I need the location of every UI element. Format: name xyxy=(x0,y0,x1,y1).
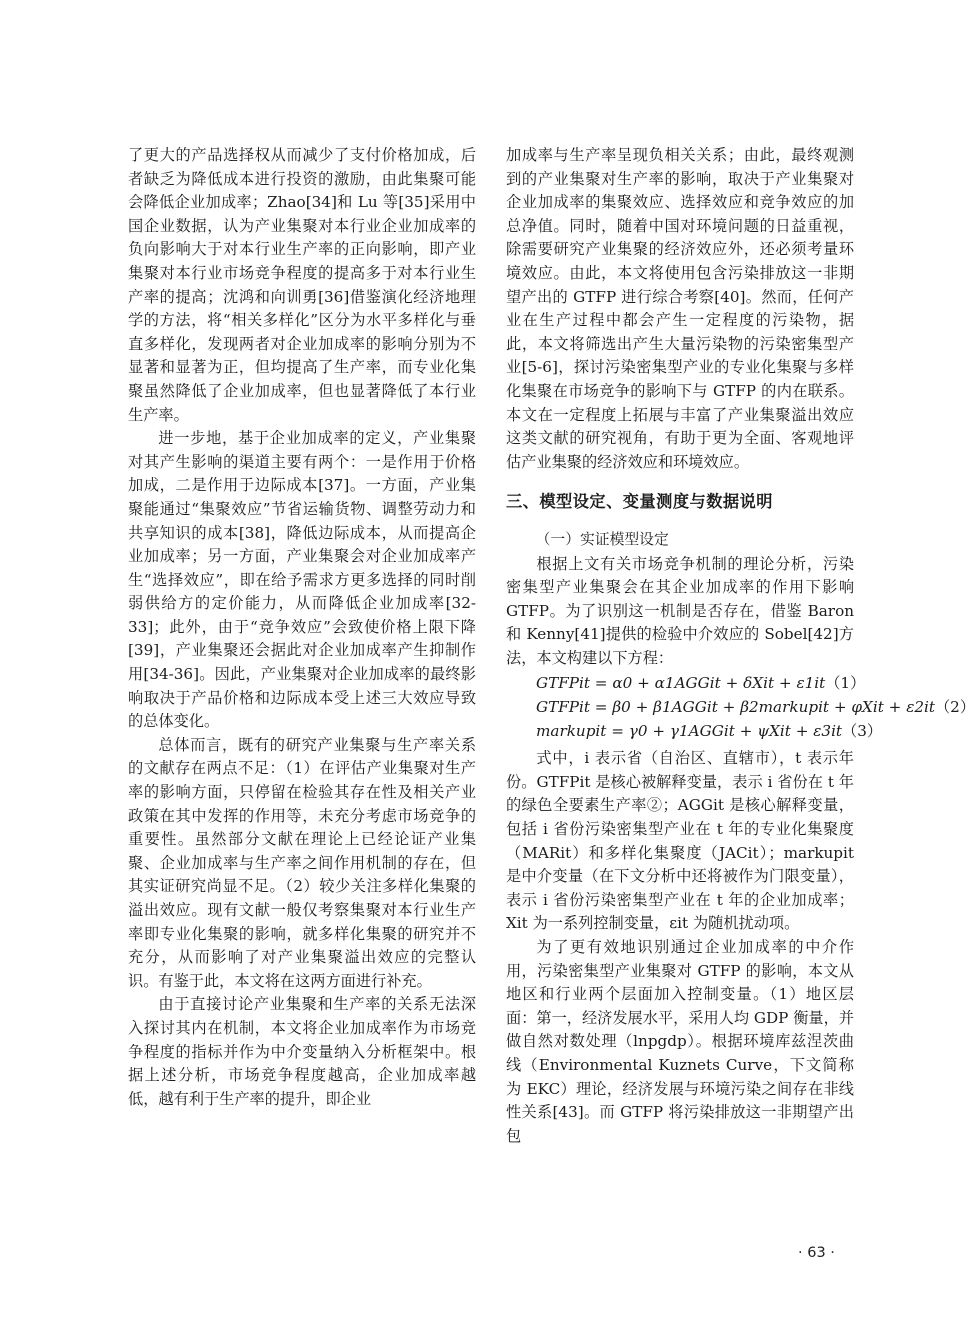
equation xyxy=(506,672,866,696)
equation xyxy=(506,696,976,720)
equation-block xyxy=(506,672,976,743)
paragraph: 式中，i 表示省（自治区、直辖市），t 表示年份。GTFPit 是核心被解释变量，表示 i 省份在 t 年的绿色全要素生产率②；AGGit 是核心解释变量，包括 i 省份污染密集型产业在 t 年的专业化集聚度（MARit）和多样化集聚度（JACit）；markupit 是中介变量（在下文分析中还将被作为门限变量），表示 i 省份污染密集型产业在 t 年的企业加成率；Xit 为一系列控制变量，εit 为随机扰动项。 xyxy=(506,749,854,933)
right-column xyxy=(506,144,976,1148)
paragraph: 由于直接讨论产业集聚和生产率的关系无法深入探讨其内在机制，本文将企业加成率作为市场竞争程度的指标并作为中介变量纳入分析框架中。根据上述分析，市场竞争程度越高，企业加成率越低，越有利于生产率的提升，即企业 xyxy=(128,995,476,1108)
left-column xyxy=(128,144,476,1111)
equation-formula: GTFPit = β0 + β1AGGit + β2markupit + φXit + ε2it xyxy=(536,698,935,717)
paragraph: 为了更有效地识别通过企业加成率的中介作用，污染密集型产业集聚对 GTFP 的影响，本文从地区和行业两个层面加入控制变量。（1）地区层面：第一，经济发展水平，采用人均 GDP 衡量，并做自然对数处理（lnpgdp）。根据环境库兹涅茨曲线（Environmental Kuznets Curve，下文简称为 EKC）理论，经济发展与环境污染之间存在非线性关系[43]。而 GTFP 将污染排放这一非期望产出包 xyxy=(506,938,854,1145)
equation-number: （2） xyxy=(934,698,976,717)
equation-number: （3） xyxy=(842,721,883,740)
page-number: · 63 · xyxy=(798,1245,835,1261)
equation-formula: GTFPit = α0 + α1AGGit + δXit + ε1it xyxy=(536,674,826,693)
section-title: 三、模型设定、变量测度与数据说明 xyxy=(506,492,773,512)
equation-formula: markupit = γ0 + γ1AGGit + ψXit + ε3it xyxy=(536,721,843,740)
paragraph: 了更大的产品选择权从而减少了支付价格加成，后者缺乏为降低成本进行投资的激励，由此集聚可能会降低企业加成率；Zhao[34]和 Lu 等[35]采用中国企业数据，认为产业集聚对本行业企业加成率的负向影响大于对本行业生产率的正向影响，即产业集聚对本行业市场竞争程度的提高多于对本行业生产率的提高；沈鸿和向训勇[36]借鉴演化经济地理学的方法，将“相关多样化”区分为水平多样化与垂直多样化，发现两者对企业加成率的影响分别为不显著和显著为正，但均提高了生产率，而专业化集聚虽然降低了企业加成率，但也显著降低了本行业生产率。 xyxy=(128,146,476,424)
paragraph: 总体而言，既有的研究产业集聚与生产率关系的文献存在两点不足：（1）在评估产业集聚对生产率的影响方面，只停留在检验其存在性及相关产业政策在其中发挥的作用等，未充分考虑市场竞争的重要性。虽然部分文献在理论上已经论证产业集聚、企业加成率与生产率之间作用机制的存在，但其实证研究尚显不足。（2）较少关注多样化集聚的溢出效应。现有文献一般仅考察集聚对本行业生产率即专业化集聚的影响，就多样化集聚的研究并不充分，从而影响了对产业集聚溢出效应的完整认识。有鉴于此，本文将在这两方面进行补充。 xyxy=(128,735,476,990)
equation xyxy=(506,720,883,744)
equation-number: （1） xyxy=(825,674,866,693)
paragraph: 进一步地，基于企业加成率的定义，产业集聚对其产生影响的渠道主要有两个：一是作用于价格加成，二是作用于边际成本[37]。一方面，产业集聚能通过“集聚效应”节省运输货物、调整劳动力和共享知识的成本[38]，降低边际成本，从而提高企业加成率；另一方面，产业集聚会对企业加成率产生“选择效应”，即在给予需求方更多选择的同时削弱供给方的定价能力，从而降低企业加成率[32-33]；此外，由于“竞争效应”会致使价格上限下降[39]，产业集聚还会据此对企业加成率产生抑制作用[34-36]。因此，产业集聚对企业加成率的最终影响取决于产品价格和边际成本受上述三大效应导致的总体变化。 xyxy=(128,429,476,731)
paragraph: 根据上文有关市场竞争机制的理论分析，污染密集型产业集聚会在其企业加成率的作用下影响 GTFP。为了识别这一机制是否存在，借鉴 Baron 和 Kenny[41]提供的检验中介效应的 Sobel[42]方法，本文构建以下方程： xyxy=(506,554,854,667)
subsection-title: （一）实证模型设定 xyxy=(535,530,669,548)
paragraph: 加成率与生产率呈现负相关关系；由此，最终观测到的产业集聚对生产率的影响，取决于产业集聚对企业加成率的集聚效应、选择效应和竞争效应的加总净值。同时，随着中国对环境问题的日益重视，除需要研究产业集聚的经济效应外，还必须考量环境效应。由此，本文将使用包含污染排放这一非期望产出的 GTFP 进行综合考察[40]。然而，任何产业在生产过程中都会产生一定程度的污染物，据此，本文将筛选出产生大量污染物的污染密集型产业[5-6]，探讨污染密集型产业的专业化集聚与多样化集聚在市场竞争的影响下与 GTFP 的内在联系。本文在一定程度上拓展与丰富了产业集聚溢出效应这类文献的研究视角，有助于更为全面、客观地评估产业集聚的经济效应和环境效应。 xyxy=(506,146,854,471)
